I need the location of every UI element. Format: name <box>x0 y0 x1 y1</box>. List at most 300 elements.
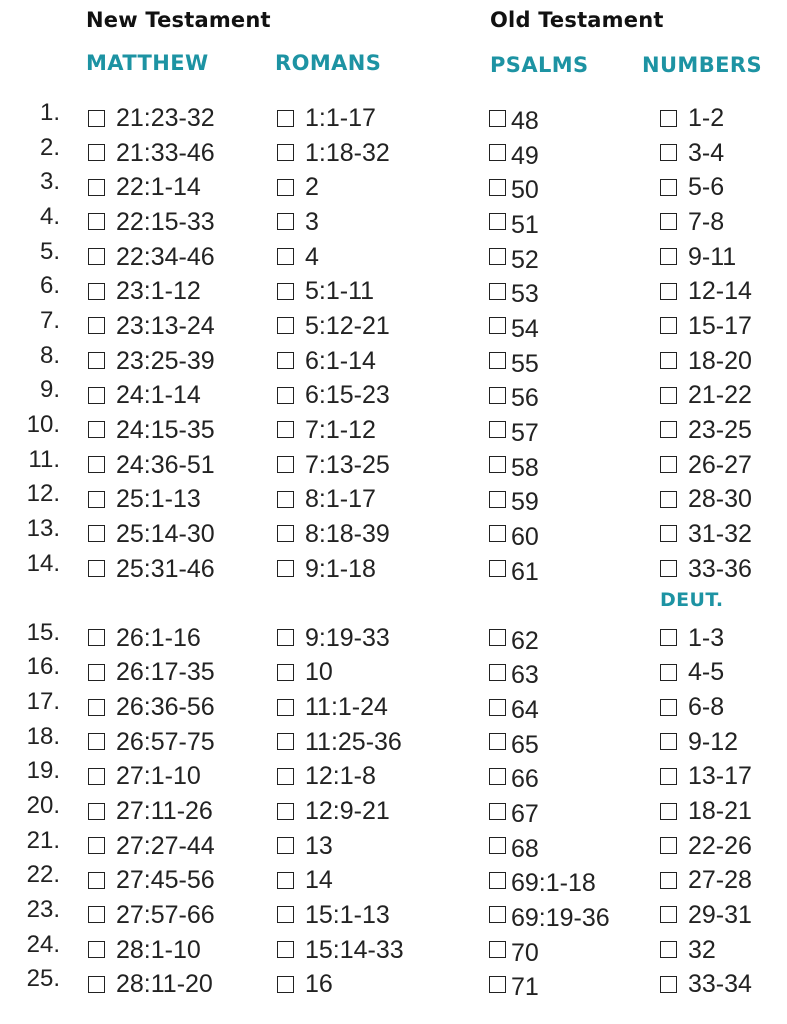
romans-reading <box>277 207 319 237</box>
reading-row <box>0 722 787 761</box>
checkbox[interactable] <box>489 179 506 196</box>
checkbox[interactable] <box>277 837 294 854</box>
day-number: 16. <box>26 653 60 681</box>
checkbox[interactable] <box>277 906 294 923</box>
checkbox[interactable] <box>277 421 294 438</box>
checkbox[interactable] <box>277 491 294 508</box>
reading-row <box>0 410 787 449</box>
numbers-deut-reading <box>660 623 724 653</box>
checkbox[interactable] <box>660 491 677 508</box>
passage-reference: 11:25-36 <box>305 727 402 756</box>
day-number: 17. <box>26 688 60 715</box>
psalms-reading <box>489 900 610 930</box>
passage-reference: 3 <box>305 207 319 236</box>
passage-reference: 26:57-75 <box>116 727 215 756</box>
checkbox[interactable] <box>660 421 677 438</box>
checkbox[interactable] <box>88 352 105 369</box>
checkbox[interactable] <box>277 560 294 577</box>
day-number: 1. <box>39 99 60 126</box>
matthew-reading <box>88 796 213 826</box>
checkbox[interactable] <box>277 352 294 369</box>
checkbox[interactable] <box>489 387 506 404</box>
checkbox[interactable] <box>660 352 677 369</box>
checkbox[interactable] <box>88 525 105 542</box>
checkbox[interactable] <box>489 699 506 716</box>
checkbox[interactable] <box>277 248 294 265</box>
numbers-deut-reading <box>660 900 752 930</box>
passage-reference: 12:9-21 <box>305 797 390 825</box>
checkbox[interactable] <box>660 248 677 265</box>
deuteronomy-heading: DEUT. <box>660 589 724 611</box>
matthew-reading <box>88 657 215 687</box>
checkbox[interactable] <box>88 941 105 958</box>
passage-reference: 15:14-33 <box>305 935 404 964</box>
romans-reading <box>277 450 390 480</box>
numbers-deut-reading <box>660 346 752 376</box>
passage-reference: 32 <box>688 935 716 964</box>
checkbox[interactable] <box>489 941 506 958</box>
passage-reference: 5-6 <box>688 173 725 202</box>
day-number: 23. <box>26 895 60 923</box>
checkbox[interactable] <box>660 768 677 785</box>
checkbox[interactable] <box>277 179 294 196</box>
psalms-reading <box>489 311 539 341</box>
checkbox[interactable] <box>88 976 105 993</box>
reading-row <box>0 133 787 172</box>
checkbox[interactable] <box>277 144 294 161</box>
psalms-reading <box>489 172 539 205</box>
checkbox[interactable] <box>489 491 506 508</box>
day-number: 19. <box>26 757 60 785</box>
passage-reference: 26:36-56 <box>116 693 215 721</box>
romans-reading <box>277 554 376 584</box>
passage-reference: 24:36-51 <box>116 450 215 479</box>
checkbox[interactable] <box>277 456 294 473</box>
psalms-reading <box>489 276 539 309</box>
checkbox[interactable] <box>660 699 677 716</box>
matthew-reading <box>88 415 215 445</box>
passage-reference: 18-21 <box>688 797 752 825</box>
checkbox[interactable] <box>660 976 677 993</box>
numbers-deut-reading <box>660 311 752 341</box>
matthew-reading <box>88 727 215 757</box>
checkbox[interactable] <box>88 421 105 438</box>
romans-reading <box>277 796 390 826</box>
numbers-deut-reading <box>660 727 738 757</box>
romans-reading <box>277 415 376 445</box>
matthew-reading <box>88 242 215 272</box>
numbers-deut-reading <box>660 172 724 202</box>
numbers-deut-reading <box>660 761 752 791</box>
passage-reference: 61 <box>511 557 539 586</box>
psalms-reading <box>489 242 539 272</box>
passage-reference: 69:1-18 <box>511 869 596 898</box>
checkbox[interactable] <box>660 283 677 300</box>
checkbox[interactable] <box>489 664 506 681</box>
reading-row <box>0 341 787 380</box>
reading-row <box>0 445 787 484</box>
passage-reference: 27:57-66 <box>116 900 215 929</box>
checkbox[interactable] <box>660 317 677 334</box>
matthew-reading <box>88 103 215 133</box>
psalms-reading <box>489 484 539 517</box>
checkbox[interactable] <box>660 803 677 820</box>
romans-reading <box>277 969 333 999</box>
numbers-deut-reading <box>660 380 752 410</box>
checkbox[interactable] <box>660 456 677 473</box>
matthew-reading <box>88 276 201 306</box>
psalms-heading: PSALMS <box>490 53 589 77</box>
day-number: 24. <box>26 930 60 958</box>
matthew-reading <box>88 623 201 653</box>
passage-reference: 22:15-33 <box>116 207 215 236</box>
passage-reference: 27:27-44 <box>116 831 215 860</box>
passage-reference: 7-8 <box>688 207 725 236</box>
numbers-deut-reading <box>660 831 752 861</box>
checkbox[interactable] <box>489 525 506 542</box>
passage-reference: 6:1-14 <box>305 346 376 375</box>
checkbox[interactable] <box>660 733 677 750</box>
reading-row <box>0 549 787 588</box>
romans-reading <box>277 519 390 549</box>
checkbox[interactable] <box>489 560 506 577</box>
reading-row <box>0 861 787 899</box>
romans-reading <box>277 623 390 653</box>
passage-reference: 62 <box>511 626 539 655</box>
checkbox[interactable] <box>277 872 294 889</box>
passage-reference: 28:11-20 <box>116 970 213 999</box>
matthew-reading <box>88 935 201 965</box>
passage-reference: 18-20 <box>688 346 752 375</box>
matthew-reading <box>88 311 215 341</box>
checkbox[interactable] <box>277 387 294 404</box>
checkbox[interactable] <box>88 317 105 334</box>
numbers-heading: NUMBERS <box>642 53 762 77</box>
passage-reference: 55 <box>511 349 539 378</box>
passage-reference: 11:1-24 <box>305 693 388 721</box>
checkbox[interactable] <box>489 906 506 923</box>
checkbox[interactable] <box>88 733 105 750</box>
passage-reference: 54 <box>511 314 539 343</box>
checkbox[interactable] <box>660 906 677 923</box>
reading-row <box>0 653 787 691</box>
passage-reference: 65 <box>511 730 539 759</box>
passage-reference: 5:1-11 <box>305 277 375 306</box>
matthew-reading <box>88 831 215 861</box>
passage-reference: 9:19-33 <box>305 623 390 652</box>
checkbox[interactable] <box>489 213 506 230</box>
passage-reference: 6-8 <box>688 693 725 721</box>
psalms-reading <box>489 657 539 690</box>
passage-reference: 25:14-30 <box>116 519 215 548</box>
numbers-deut-reading <box>660 935 716 965</box>
checkbox[interactable] <box>660 110 677 127</box>
checkbox[interactable] <box>88 387 105 404</box>
passage-reference: 25:31-46 <box>116 554 215 583</box>
day-number: 14. <box>26 549 60 577</box>
checkbox[interactable] <box>277 283 294 300</box>
romans-reading <box>277 346 376 376</box>
checkbox[interactable] <box>489 317 506 334</box>
passage-reference: 22:1-14 <box>116 173 201 202</box>
checkbox[interactable] <box>88 179 105 196</box>
passage-reference: 21:23-32 <box>116 104 215 132</box>
checkbox[interactable] <box>489 768 506 785</box>
checkbox[interactable] <box>277 317 294 334</box>
day-number: 4. <box>39 202 60 230</box>
passage-reference: 33-36 <box>688 554 752 583</box>
romans-heading: ROMANS <box>275 51 382 75</box>
reading-row <box>0 757 787 795</box>
checkbox[interactable] <box>489 352 506 369</box>
checkbox[interactable] <box>277 110 294 127</box>
day-number: 13. <box>26 514 60 542</box>
checkbox[interactable] <box>88 906 105 923</box>
passage-reference: 26:17-35 <box>116 658 215 687</box>
matthew-reading <box>88 484 201 514</box>
numbers-deut-reading <box>660 692 724 722</box>
checkbox[interactable] <box>277 699 294 716</box>
passage-reference: 67 <box>511 800 539 828</box>
checkbox[interactable] <box>660 664 677 681</box>
checkbox[interactable] <box>277 803 294 820</box>
checkbox[interactable] <box>489 421 506 438</box>
checkbox[interactable] <box>88 768 105 785</box>
matthew-reading <box>88 519 215 549</box>
romans-reading <box>277 657 333 687</box>
checkbox[interactable] <box>660 387 677 404</box>
psalms-reading <box>489 519 539 549</box>
psalms-reading <box>489 831 539 861</box>
checkbox[interactable] <box>88 872 105 889</box>
checkbox[interactable] <box>489 144 506 161</box>
psalms-reading <box>489 346 539 376</box>
matthew-reading <box>88 172 201 202</box>
day-number: 21. <box>26 826 60 854</box>
passage-reference: 27-28 <box>688 866 752 895</box>
passage-reference: 23:13-24 <box>116 311 215 340</box>
passage-reference: 13 <box>305 831 333 860</box>
matthew-reading <box>88 380 201 410</box>
passage-reference: 28-30 <box>688 485 752 514</box>
numbers-deut-reading <box>660 207 724 237</box>
checkbox[interactable] <box>489 803 506 820</box>
psalms-reading <box>489 554 539 584</box>
checkbox[interactable] <box>88 629 105 646</box>
passage-reference: 29-31 <box>688 900 752 929</box>
checkbox[interactable] <box>277 664 294 681</box>
romans-reading <box>277 727 402 757</box>
checkbox[interactable] <box>277 976 294 993</box>
checkbox[interactable] <box>489 110 506 127</box>
checkbox[interactable] <box>660 213 677 230</box>
romans-reading <box>277 900 390 930</box>
passage-reference: 7:13-25 <box>305 450 390 479</box>
checkbox[interactable] <box>88 110 105 127</box>
romans-reading <box>277 242 319 272</box>
romans-reading <box>277 103 376 133</box>
psalms-reading <box>489 969 539 1002</box>
day-number: 2. <box>39 133 60 161</box>
new-testament-heading: New Testament <box>86 8 271 32</box>
checkbox[interactable] <box>88 248 105 265</box>
day-number: 11. <box>28 445 60 473</box>
checkbox[interactable] <box>88 144 105 161</box>
romans-reading <box>277 311 390 341</box>
day-number: 9. <box>39 376 60 404</box>
passage-reference: 56 <box>511 384 539 413</box>
passage-reference: 1:1-17 <box>305 104 376 132</box>
checkbox[interactable] <box>88 664 105 681</box>
passage-reference: 1-3 <box>688 623 725 652</box>
passage-reference: 15:1-13 <box>305 900 390 929</box>
passage-reference: 1-2 <box>688 104 725 132</box>
passage-reference: 15-17 <box>688 311 752 340</box>
checkbox[interactable] <box>489 248 506 265</box>
psalms-reading <box>489 623 539 653</box>
psalms-reading <box>489 415 539 445</box>
numbers-deut-reading <box>660 519 752 549</box>
passage-reference: 4 <box>305 242 319 271</box>
psalms-reading <box>489 935 539 965</box>
matthew-reading <box>88 865 215 895</box>
old-testament-heading: Old Testament <box>490 8 664 32</box>
checkbox[interactable] <box>489 456 506 473</box>
matthew-reading <box>88 554 215 584</box>
passage-reference: 28:1-10 <box>116 935 201 964</box>
passage-reference: 6:15-23 <box>305 381 390 410</box>
passage-reference: 71 <box>511 973 539 1002</box>
checkbox[interactable] <box>660 629 677 646</box>
passage-reference: 70 <box>511 938 539 967</box>
passage-reference: 51 <box>511 210 539 239</box>
passage-reference: 58 <box>511 453 539 482</box>
passage-reference: 27:1-10 <box>116 762 201 791</box>
romans-reading <box>277 484 376 514</box>
checkbox[interactable] <box>660 872 677 889</box>
passage-reference: 23:1-12 <box>116 277 201 306</box>
checkbox[interactable] <box>88 837 105 854</box>
matthew-reading <box>88 450 215 480</box>
matthew-reading <box>88 692 215 722</box>
reading-row <box>0 99 787 137</box>
psalms-reading <box>489 796 539 826</box>
checkbox[interactable] <box>489 837 506 854</box>
checkbox[interactable] <box>88 699 105 716</box>
day-number: 7. <box>39 306 60 334</box>
passage-reference: 53 <box>511 280 539 309</box>
day-number: 5. <box>39 237 60 265</box>
checkbox[interactable] <box>88 560 105 577</box>
reading-row <box>0 930 787 969</box>
passage-reference: 31-32 <box>688 519 752 548</box>
romans-reading <box>277 172 319 202</box>
passage-reference: 24:1-14 <box>116 381 201 410</box>
checkbox[interactable] <box>88 491 105 508</box>
passage-reference: 3-4 <box>688 138 725 167</box>
passage-reference: 21-22 <box>688 381 752 410</box>
matthew-reading <box>88 900 215 930</box>
checkbox[interactable] <box>277 733 294 750</box>
passage-reference: 63 <box>511 661 539 690</box>
checkbox[interactable] <box>277 768 294 785</box>
checkbox[interactable] <box>277 213 294 230</box>
checkbox[interactable] <box>277 629 294 646</box>
checkbox[interactable] <box>88 213 105 230</box>
matthew-reading <box>88 969 213 999</box>
numbers-deut-reading <box>660 103 724 133</box>
reading-row <box>0 688 787 726</box>
psalms-reading <box>489 727 539 757</box>
passage-reference: 33-34 <box>688 970 752 999</box>
romans-reading <box>277 276 374 306</box>
numbers-deut-reading <box>660 484 752 514</box>
checkbox[interactable] <box>660 144 677 161</box>
numbers-deut-reading <box>660 554 752 584</box>
passage-reference: 68 <box>511 834 539 863</box>
checkbox[interactable] <box>660 837 677 854</box>
numbers-deut-reading <box>660 865 752 895</box>
checkbox[interactable] <box>88 803 105 820</box>
passage-reference: 23:25-39 <box>116 346 215 375</box>
passage-reference: 16 <box>305 970 333 999</box>
checkbox[interactable] <box>660 560 677 577</box>
numbers-deut-reading <box>660 276 752 306</box>
checkbox[interactable] <box>489 283 506 300</box>
passage-reference: 2 <box>305 173 319 202</box>
matthew-reading <box>88 761 201 791</box>
checkbox[interactable] <box>660 941 677 958</box>
reading-row <box>0 168 787 206</box>
checkbox[interactable] <box>277 525 294 542</box>
reading-row <box>0 895 787 934</box>
checkbox[interactable] <box>660 179 677 196</box>
passage-reference: 64 <box>511 696 539 724</box>
checkbox[interactable] <box>489 629 506 646</box>
reading-row <box>0 272 787 310</box>
reading-row <box>0 306 787 345</box>
passage-reference: 22:34-46 <box>116 242 215 271</box>
day-number: 6. <box>39 272 60 300</box>
reading-row <box>0 792 787 830</box>
psalms-reading <box>489 207 539 237</box>
passage-reference: 12-14 <box>688 277 752 306</box>
passage-reference: 23-25 <box>688 415 752 444</box>
passage-reference: 26-27 <box>688 450 752 479</box>
checkbox[interactable] <box>489 733 506 750</box>
checkbox[interactable] <box>489 872 506 889</box>
checkbox[interactable] <box>660 525 677 542</box>
checkbox[interactable] <box>88 456 105 473</box>
passage-reference: 8:1-17 <box>305 485 376 514</box>
passage-reference: 12:1-8 <box>305 762 376 791</box>
passage-reference: 25:1-13 <box>116 485 201 514</box>
passage-reference: 60 <box>511 522 539 551</box>
numbers-deut-reading <box>660 242 736 272</box>
romans-reading <box>277 831 333 861</box>
checkbox[interactable] <box>88 283 105 300</box>
romans-reading <box>277 935 404 965</box>
numbers-deut-reading <box>660 969 752 999</box>
reading-row <box>0 202 787 241</box>
passage-reference: 1:18-32 <box>305 138 390 167</box>
checkbox[interactable] <box>489 976 506 993</box>
checkbox[interactable] <box>277 941 294 958</box>
reading-row <box>0 965 787 1003</box>
psalms-reading <box>489 692 539 722</box>
passage-reference: 7:1-12 <box>305 415 376 444</box>
romans-reading <box>277 865 333 895</box>
